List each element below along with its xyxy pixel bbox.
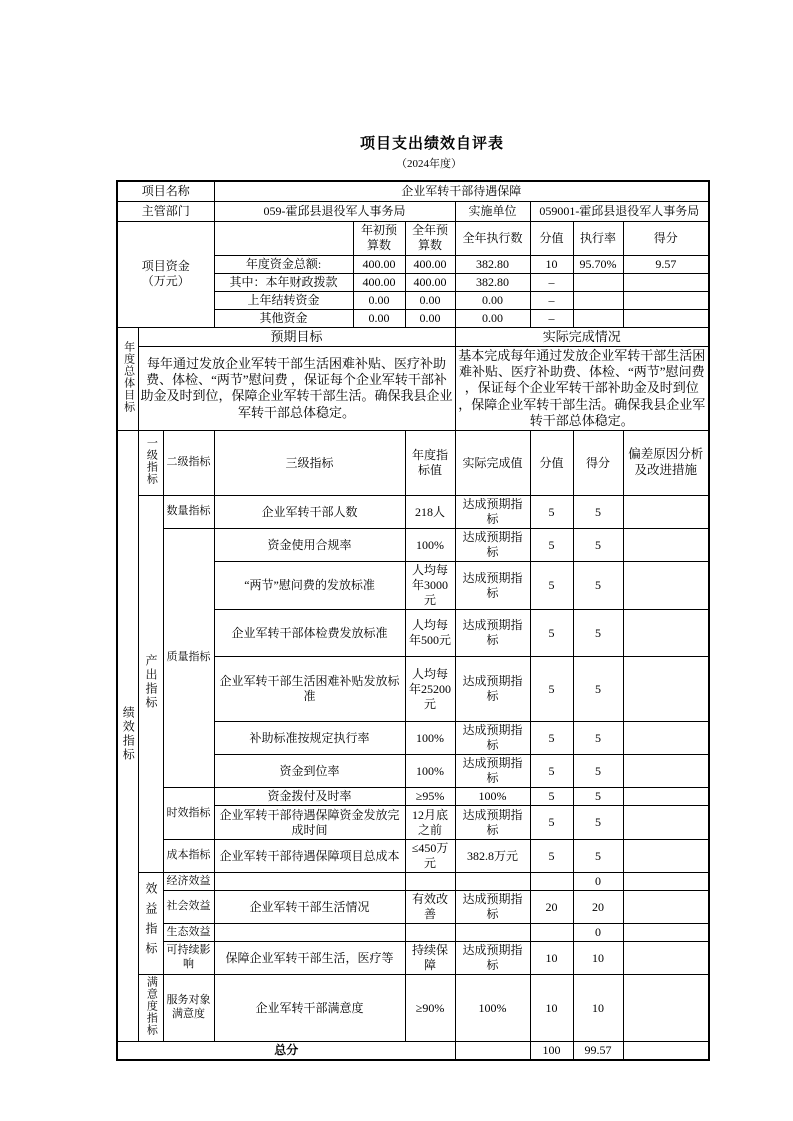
indicator-actual: 达成预期指标 xyxy=(455,562,530,610)
indicator-l3: 资金使用合规率 xyxy=(214,529,405,562)
indicator-score: 5 xyxy=(573,529,623,562)
actual-completion-label: 实际完成情况 xyxy=(455,327,709,346)
indicator-score: 5 xyxy=(573,788,623,806)
indicator-target: 人均每年25200元 xyxy=(405,657,455,722)
indicator-row xyxy=(117,529,709,562)
header-deviation: 偏差原因分析及改进措施 xyxy=(623,431,709,496)
indicator-l3: 资金到位率 xyxy=(214,755,405,788)
funds-initial: 0.00 xyxy=(353,309,405,327)
indicator-actual: 达成预期指标 xyxy=(455,806,530,840)
indicator-score: 5 xyxy=(573,562,623,610)
indicator-weight: 5 xyxy=(530,529,573,562)
deviation-cell xyxy=(623,975,709,1042)
funds-weight: – xyxy=(530,291,573,309)
funds-weight: – xyxy=(530,273,573,291)
indicator-row xyxy=(117,788,709,806)
funds-full: 400.00 xyxy=(405,273,455,291)
funds-label xyxy=(117,221,214,327)
indicator-target: ≤450万元 xyxy=(405,840,455,873)
actual-completion-text: 基本完成每年通过发放企业军转干部生活困难补贴、医疗补助费、体检、“两节”慰问费 ，保证每个企业军转干部补助金及时到位 ，保障企业军转干部生活。确保我县企业军转干部总体稳定。 xyxy=(455,346,709,430)
funds-full: 400.00 xyxy=(405,255,455,273)
indicator-row xyxy=(117,975,709,1042)
funds-score xyxy=(623,309,709,327)
indicator-weight: 5 xyxy=(530,840,573,873)
indicator-actual: 达成预期指标 xyxy=(455,722,530,755)
funds-label-line2: （万元） xyxy=(141,274,190,288)
deviation-cell xyxy=(623,873,709,891)
funds-score: 9.57 xyxy=(623,255,709,273)
indicator-l3: 企业军转干部满意度 xyxy=(214,975,405,1042)
indicator-weight: 5 xyxy=(530,496,573,529)
deviation-cell xyxy=(623,806,709,840)
indicator-l3: “两节”慰问费的发放标准 xyxy=(214,562,405,610)
funds-corner-cell xyxy=(214,221,353,255)
indicator-l3: 企业军转干部生活困难补贴发放标准 xyxy=(214,657,405,722)
indicator-target: 人均每年500元 xyxy=(405,610,455,657)
level1-satisfaction-text: 满意度指标 xyxy=(145,976,158,1036)
deviation-cell xyxy=(623,755,709,788)
deviation-cell xyxy=(623,788,709,806)
col-initial-budget: 年初预算数 xyxy=(353,221,405,255)
level1-satisfaction xyxy=(138,975,163,1042)
performance-side-text: 绩效指标 xyxy=(121,706,136,762)
project-name-label: 项目名称 xyxy=(117,181,214,201)
funds-exec: 382.80 xyxy=(455,255,530,273)
indicator-actual xyxy=(455,924,530,942)
deviation-cell xyxy=(623,496,709,529)
funds-header-row xyxy=(117,221,709,255)
total-weight: 100 xyxy=(530,1042,573,1061)
header-actual: 实际完成值 xyxy=(455,431,530,496)
indicator-actual: 达成预期指标 xyxy=(455,610,530,657)
level1-benefit xyxy=(138,873,163,975)
annual-goal-side-label xyxy=(117,327,138,431)
total-score: 99.57 xyxy=(573,1042,623,1061)
indicator-l3 xyxy=(214,924,405,942)
indicator-actual: 达成预期指标 xyxy=(455,657,530,722)
level2-service-satisfaction: 服务对象满意度 xyxy=(163,975,214,1042)
deviation-cell xyxy=(623,657,709,722)
indicator-score: 5 xyxy=(573,806,623,840)
funds-initial: 400.00 xyxy=(353,255,405,273)
col-full-year-budget: 全年预算数 xyxy=(405,221,455,255)
impl-unit-value: 059001-霍邱县退役军人事务局 xyxy=(530,201,709,221)
deviation-cell xyxy=(623,722,709,755)
funds-rate: 95.70% xyxy=(573,255,623,273)
funds-label-line1: 项目资金 xyxy=(141,259,190,273)
funds-rate xyxy=(573,273,623,291)
indicator-target: 有效改善 xyxy=(405,891,455,924)
indicator-actual xyxy=(455,873,530,891)
indicator-l3 xyxy=(214,873,405,891)
goal-header-row xyxy=(117,327,709,346)
indicator-target: ≥90% xyxy=(405,975,455,1042)
indicator-row xyxy=(117,873,709,891)
project-name-row xyxy=(117,181,709,201)
indicator-l3: 补助标准按规定执行率 xyxy=(214,722,405,755)
funds-full: 0.00 xyxy=(405,291,455,309)
indicator-target xyxy=(405,873,455,891)
funds-exec: 0.00 xyxy=(455,309,530,327)
level1-benefit-text: 效益指标 xyxy=(144,881,158,962)
indicator-target: ≥95% xyxy=(405,788,455,806)
indicator-row xyxy=(117,924,709,942)
indicator-target: 12月底之前 xyxy=(405,806,455,840)
expected-goal-label: 预期目标 xyxy=(138,327,455,346)
funds-exec: 0.00 xyxy=(455,291,530,309)
indicator-actual: 达成预期指标 xyxy=(455,496,530,529)
indicator-row xyxy=(117,496,709,529)
level2-social: 社会效益 xyxy=(163,891,214,924)
indicator-actual: 100% xyxy=(455,788,530,806)
indicator-l3: 保障企业军转干部生活，医疗等 xyxy=(214,942,405,975)
indicator-weight xyxy=(530,873,573,891)
indicator-score: 5 xyxy=(573,840,623,873)
indicator-weight: 5 xyxy=(530,610,573,657)
deviation-cell xyxy=(623,562,709,610)
indicator-weight: 5 xyxy=(530,788,573,806)
indicator-target: 100% xyxy=(405,755,455,788)
total-row xyxy=(117,1042,709,1061)
indicator-row xyxy=(117,942,709,975)
page-subtitle: （2024年度） xyxy=(396,158,462,170)
level2-quantity: 数量指标 xyxy=(163,496,214,529)
department-row xyxy=(117,201,709,221)
performance-side-label xyxy=(117,431,138,1042)
indicator-header-row xyxy=(117,431,709,496)
goal-text-row xyxy=(117,346,709,430)
funds-rate xyxy=(573,309,623,327)
indicator-weight: 20 xyxy=(530,891,573,924)
funds-initial: 0.00 xyxy=(353,291,405,309)
funds-rate xyxy=(573,291,623,309)
deviation-cell xyxy=(623,942,709,975)
col-score: 得分 xyxy=(623,221,709,255)
indicator-actual: 382.8万元 xyxy=(455,840,530,873)
indicator-l3: 企业军转干部人数 xyxy=(214,496,405,529)
header-weight: 分值 xyxy=(530,431,573,496)
deviation-cell xyxy=(623,891,709,924)
deviation-cell xyxy=(623,529,709,562)
deviation-cell xyxy=(623,1042,709,1061)
total-label: 总分 xyxy=(117,1042,455,1061)
indicator-row xyxy=(117,891,709,924)
evaluation-table xyxy=(116,180,710,1061)
funds-weight: – xyxy=(530,309,573,327)
indicator-weight: 5 xyxy=(530,722,573,755)
indicator-score: 5 xyxy=(573,657,623,722)
indicator-weight: 5 xyxy=(530,562,573,610)
indicator-weight: 5 xyxy=(530,657,573,722)
level1-output xyxy=(138,496,163,873)
indicator-target: 100% xyxy=(405,529,455,562)
funds-row-name: 其中：本年财政拨款 xyxy=(214,273,353,291)
indicator-target: 100% xyxy=(405,722,455,755)
level2-ecological: 生态效益 xyxy=(163,924,214,942)
header-target: 年度指标值 xyxy=(405,431,455,496)
level2-quality: 质量指标 xyxy=(163,529,214,788)
dept-label: 主管部门 xyxy=(117,201,214,221)
indicator-score: 20 xyxy=(573,891,623,924)
level2-sustainability: 可持续影响 xyxy=(163,942,214,975)
indicator-score: 5 xyxy=(573,496,623,529)
funds-row-name: 其他资金 xyxy=(214,309,353,327)
indicator-score: 10 xyxy=(573,975,623,1042)
deviation-cell xyxy=(623,840,709,873)
funds-full: 0.00 xyxy=(405,309,455,327)
indicator-l3: 企业军转干部待遇保障项目总成本 xyxy=(214,840,405,873)
header-level1-text: 一级指标 xyxy=(145,437,158,485)
col-executed: 全年执行数 xyxy=(455,221,530,255)
header-level1 xyxy=(138,431,163,496)
indicator-l3: 资金拨付及时率 xyxy=(214,788,405,806)
title-block xyxy=(116,0,708,171)
col-weight: 分值 xyxy=(530,221,573,255)
indicator-score: 5 xyxy=(573,610,623,657)
funds-row-name: 上年结转资金 xyxy=(214,291,353,309)
indicator-score: 5 xyxy=(573,722,623,755)
indicator-target: 持续保障 xyxy=(405,942,455,975)
indicator-weight: 5 xyxy=(530,755,573,788)
indicator-weight: 10 xyxy=(530,942,573,975)
annual-goal-side-text: 年度总体目标 xyxy=(122,340,135,413)
funds-row-name: 年度资金总额: xyxy=(214,255,353,273)
level2-timeliness: 时效指标 xyxy=(163,788,214,840)
indicator-score: 0 xyxy=(573,924,623,942)
indicator-weight: 10 xyxy=(530,975,573,1042)
indicator-target: 人均每年3000元 xyxy=(405,562,455,610)
impl-unit-label: 实施单位 xyxy=(455,201,530,221)
indicator-actual: 达成预期指标 xyxy=(455,755,530,788)
col-exec-rate: 执行率 xyxy=(573,221,623,255)
indicator-target xyxy=(405,924,455,942)
header-score: 得分 xyxy=(573,431,623,496)
indicator-l3: 企业军转干部体检费发放标准 xyxy=(214,610,405,657)
indicator-l3: 企业军转干部待遇保障资金发放完成时间 xyxy=(214,806,405,840)
funds-exec: 382.80 xyxy=(455,273,530,291)
header-level3: 三级指标 xyxy=(214,431,405,496)
indicator-target: 218人 xyxy=(405,496,455,529)
indicator-score: 10 xyxy=(573,942,623,975)
level2-economic: 经济效益 xyxy=(163,873,214,891)
header-level2: 二级指标 xyxy=(163,431,214,496)
indicator-weight: 5 xyxy=(530,806,573,840)
total-actual-empty xyxy=(455,1042,530,1061)
indicator-actual: 达成预期指标 xyxy=(455,529,530,562)
funds-score xyxy=(623,291,709,309)
funds-score xyxy=(623,273,709,291)
funds-initial: 400.00 xyxy=(353,273,405,291)
indicator-score: 0 xyxy=(573,873,623,891)
page-title: 项目支出绩效自评表 xyxy=(359,136,504,152)
indicator-actual: 达成预期指标 xyxy=(455,942,530,975)
funds-weight: 10 xyxy=(530,255,573,273)
level1-output-text: 产出指标 xyxy=(144,654,158,710)
project-name-value: 企业军转干部待遇保障 xyxy=(214,181,709,201)
indicator-actual: 100% xyxy=(455,975,530,1042)
deviation-cell xyxy=(623,610,709,657)
deviation-cell xyxy=(623,924,709,942)
indicator-l3: 企业军转干部生活情况 xyxy=(214,891,405,924)
expected-goal-text: 每年通过发放企业军转干部生活困难补贴、医疗补助费、体检、“两节”慰问费 ，保证每个企业军转干部补助金及时到位，保障企业军转干部生活。确保我县企业军转干部总体稳定。 xyxy=(138,346,455,430)
dept-value: 059-霍邱县退役军人事务局 xyxy=(214,201,455,221)
indicator-weight xyxy=(530,924,573,942)
indicator-score: 5 xyxy=(573,755,623,788)
indicator-actual: 达成预期指标 xyxy=(455,891,530,924)
level2-cost: 成本指标 xyxy=(163,840,214,873)
indicator-row xyxy=(117,840,709,873)
